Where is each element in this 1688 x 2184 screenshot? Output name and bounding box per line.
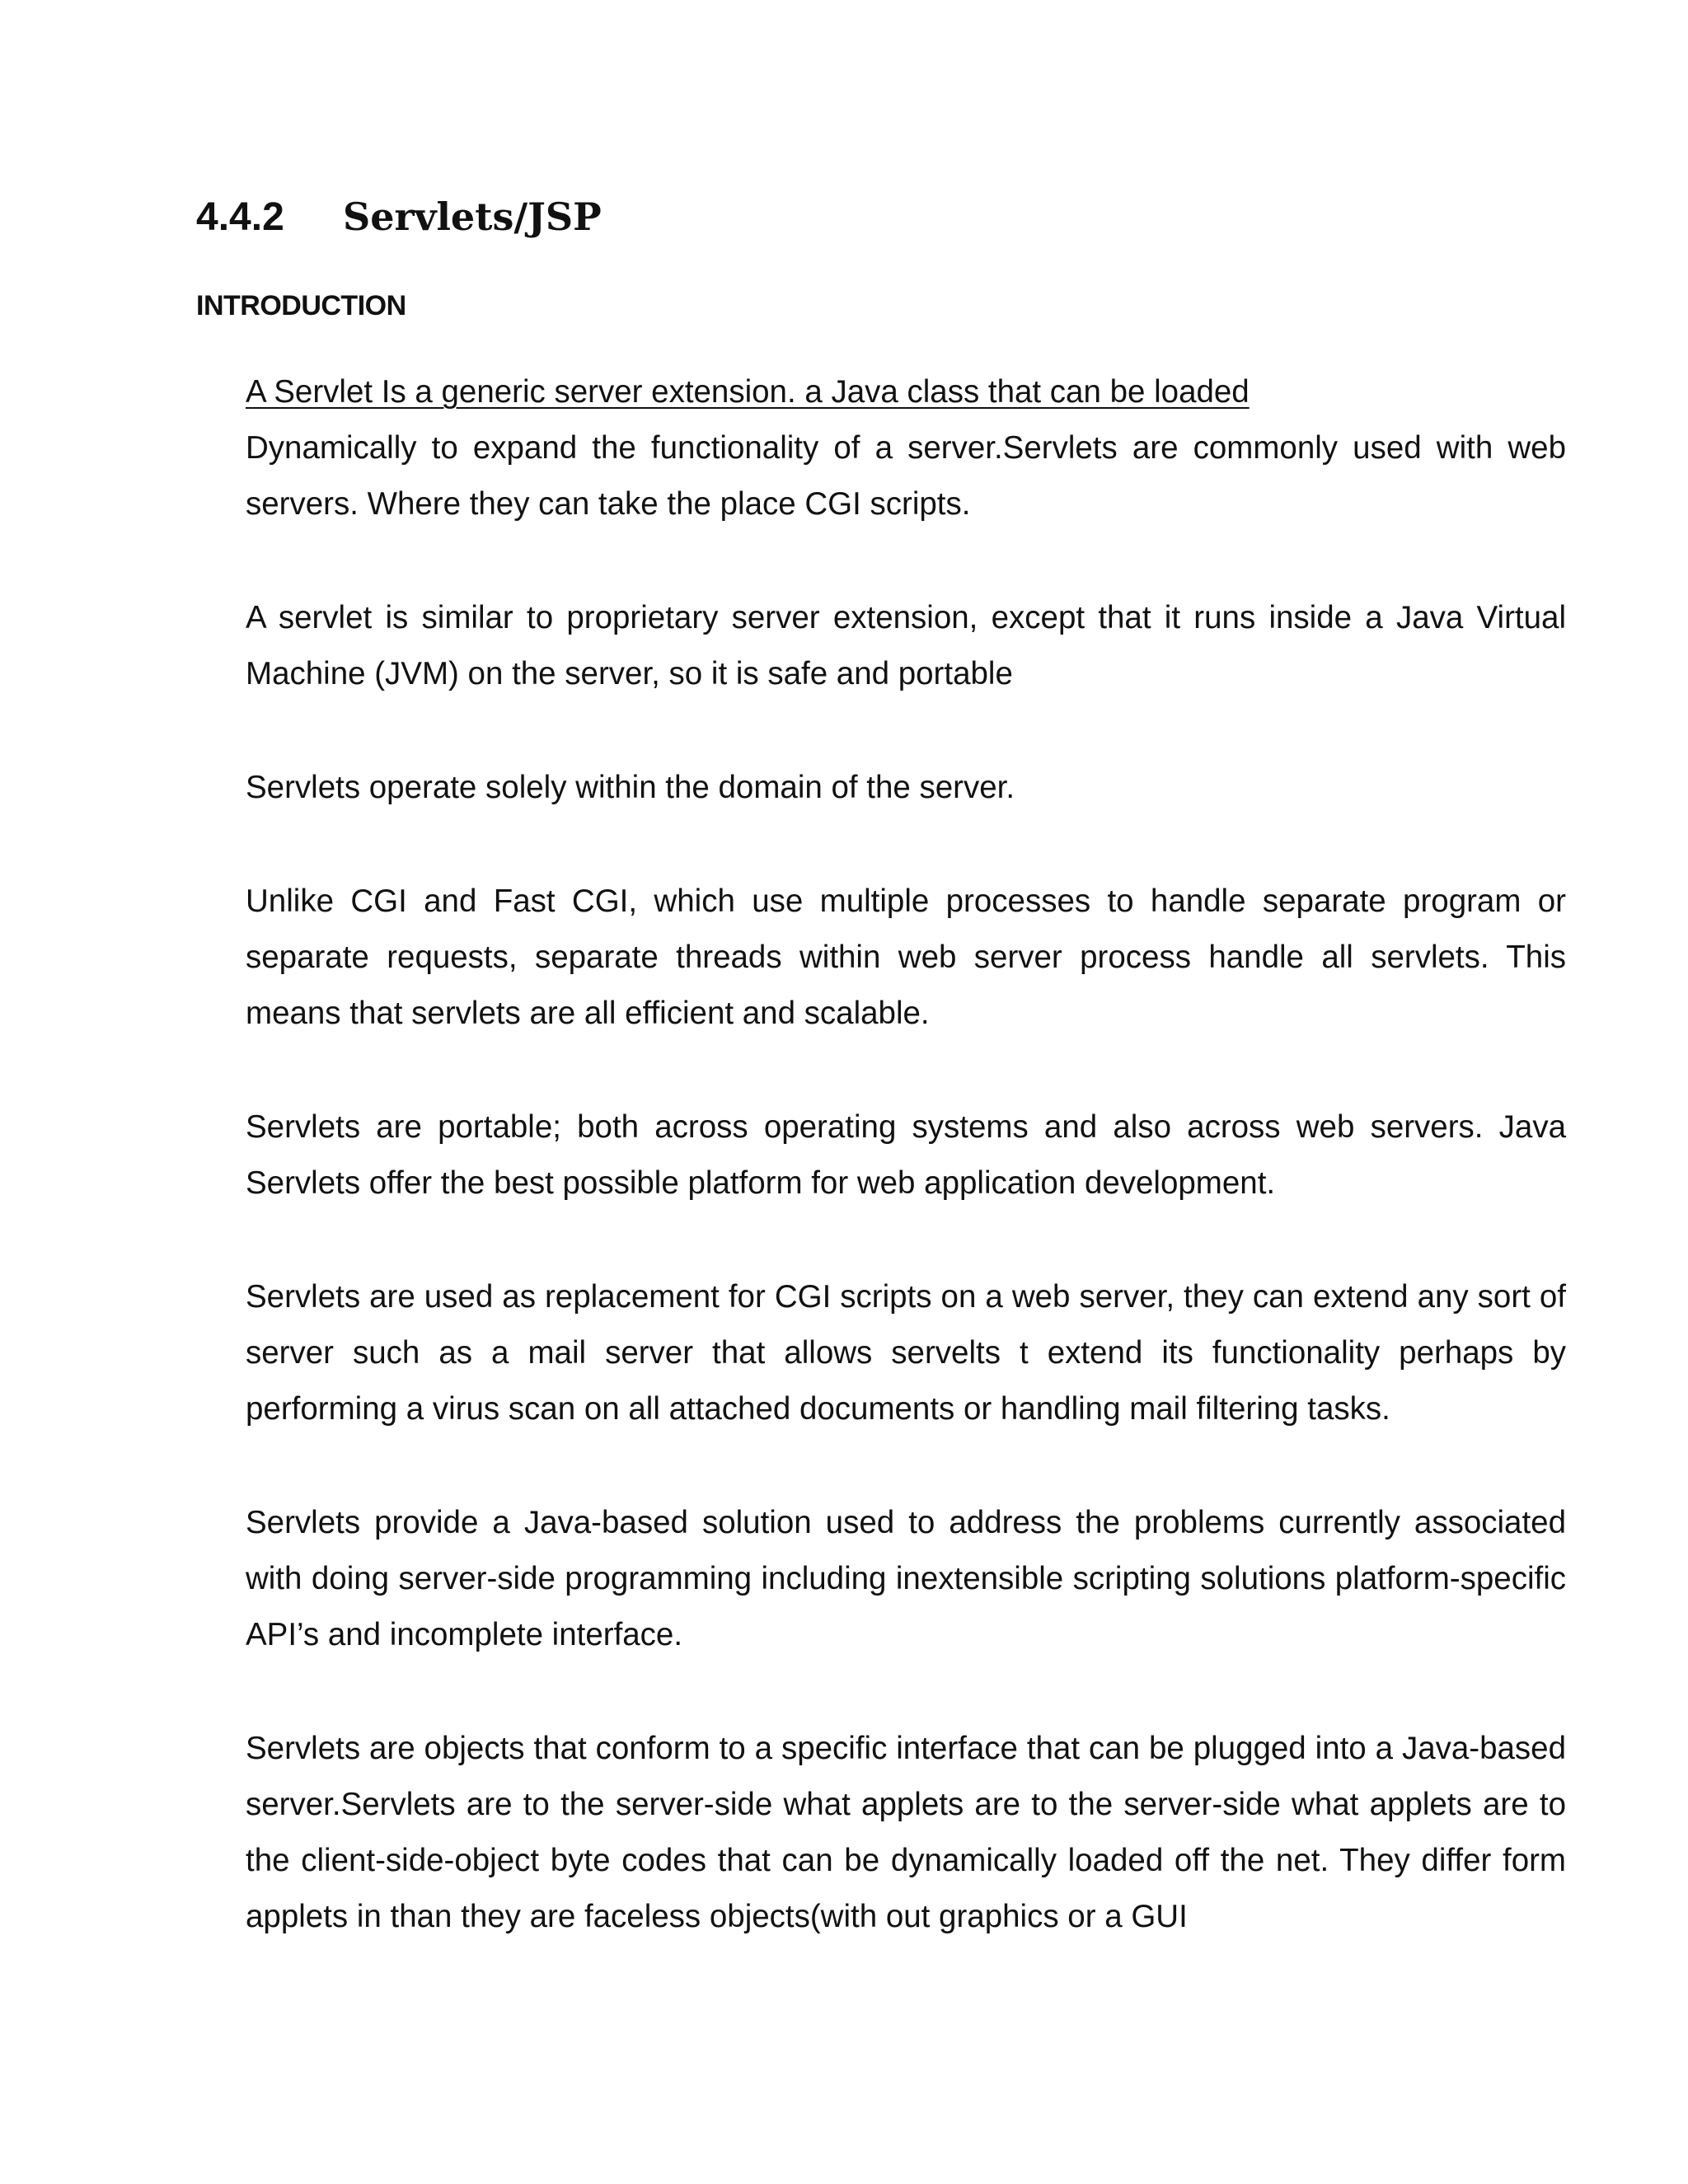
subsection-heading: INTRODUCTION [196,290,406,321]
paragraph-portable: Servlets are portable; both across operating systems and also across web servers. Java Servlets offer the best possible platform for web application development. [246,1109,1566,1201]
section-heading [196,194,602,240]
paragraph-domain: Servlets operate solely within the domain of the server. [246,770,1015,805]
underlined-intro-line: A Servlet Is a generic server extension. a Java class that can be loaded [246,374,1250,410]
section-number: 4.4.2 [196,195,284,239]
intro-paragraph-text: Dynamically to expand the functionality of a server.Servlets are commonly used with web servers. Where they can take the place CGI scripts. [246,430,1566,522]
paragraph-replacement: Servlets are used as replacement for CGI scripts on a web server, they can extend any sort of server such as a mail server that allows servelts t extend its functionality perhaps by performing a virus scan on all attached documents or handling mail filtering tasks. [246,1279,1566,1427]
paragraph-jvm: A servlet is similar to proprietary server extension, except that it runs inside a Java Virtual Machine (JVM) on the server, so it is safe and portable [246,600,1566,691]
intro-paragraph [246,364,1566,532]
section-title: Servlets/JSP [343,194,602,239]
paragraph-java-solution: Servlets provide a Java-based solution used to address the problems currently associated with doing server-side programming including inextensible scripting solutions platform-specific API’s and incomplete interface. [246,1505,1566,1652]
document-body [246,364,1566,1945]
paragraph-objects: Servlets are objects that conform to a specific interface that can be plugged into a Java-based server.Servlets are to the server-side what applets are to the server-side what applets are to the client-side-object byte codes that can be dynamically loaded off the net. They differ form applets in than they are faceless objects(with out graphics or a GUI [246,1731,1566,1934]
paragraph-threads: Unlike CGI and Fast CGI, which use multiple processes to handle separate program or separate requests, separate threads within web server process handle all servlets. This means that servlets are all efficient and scalable. [246,883,1566,1031]
